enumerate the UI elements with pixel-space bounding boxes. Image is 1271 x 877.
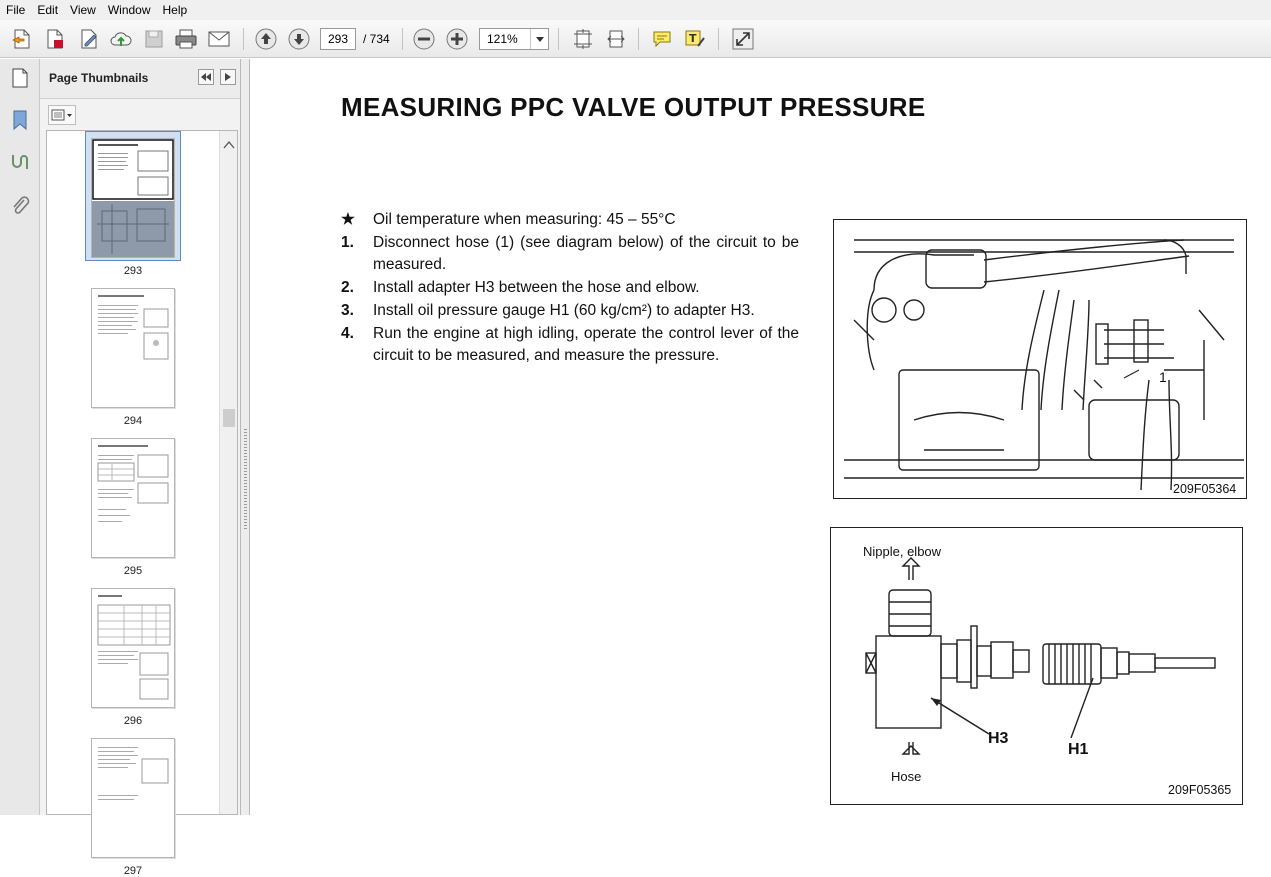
menu-view[interactable]: View bbox=[70, 3, 96, 17]
menu-edit[interactable]: Edit bbox=[37, 3, 59, 17]
step-marker: 4. bbox=[341, 325, 354, 342]
panel-splitter[interactable] bbox=[241, 59, 250, 815]
page-total-label: / 734 bbox=[363, 32, 390, 46]
navigation-pane-strip bbox=[0, 59, 40, 815]
thumbnail-page-296[interactable] bbox=[91, 588, 175, 708]
pages-panel-icon[interactable] bbox=[8, 65, 32, 91]
upload-cloud-icon[interactable] bbox=[108, 27, 134, 51]
expand-icon[interactable] bbox=[730, 27, 756, 51]
hose-label: Hose bbox=[891, 769, 922, 784]
comment-icon[interactable] bbox=[649, 27, 675, 51]
highlight-text-icon[interactable] bbox=[682, 27, 708, 51]
thumbnail-label: 293 bbox=[123, 265, 143, 277]
thumbnail-label: 296 bbox=[123, 715, 143, 727]
step-marker: 2. bbox=[341, 279, 354, 296]
zoom-value: 121% bbox=[487, 32, 518, 46]
thumbnail-page-293[interactable] bbox=[91, 138, 175, 258]
page-title: MEASURING PPC VALVE OUTPUT PRESSURE bbox=[341, 92, 926, 122]
next-page-icon[interactable] bbox=[286, 27, 312, 51]
document-page bbox=[251, 59, 1271, 815]
toolbar-separator bbox=[638, 28, 639, 50]
thumbnail-label: 295 bbox=[123, 565, 143, 577]
hose-line-drawing bbox=[834, 220, 1246, 498]
fit-width-icon[interactable] bbox=[603, 27, 629, 51]
toolbar-separator bbox=[718, 28, 719, 50]
print-icon[interactable] bbox=[173, 27, 199, 51]
adapter-line-drawing bbox=[831, 528, 1242, 804]
splitter-grip[interactable] bbox=[244, 429, 247, 529]
fit-page-icon[interactable] bbox=[570, 27, 596, 51]
step-marker: ★ bbox=[341, 211, 355, 228]
thumbnail-page-294[interactable] bbox=[91, 288, 175, 408]
step-marker: 1. bbox=[341, 234, 354, 251]
previous-page-icon[interactable] bbox=[253, 27, 279, 51]
panel-forward-icon[interactable] bbox=[220, 69, 236, 85]
figure1-code: 209F05364 bbox=[1173, 482, 1237, 496]
step-text: Install adapter H3 between the hose and elbow. bbox=[373, 279, 700, 296]
step-marker: 3. bbox=[341, 302, 354, 319]
thumbnail-list bbox=[46, 130, 238, 877]
page-number-input[interactable]: 293 bbox=[320, 28, 356, 50]
signatures-icon[interactable] bbox=[8, 149, 32, 175]
zoom-out-icon[interactable] bbox=[411, 27, 437, 51]
menu-bar bbox=[0, 0, 1271, 20]
save-icon[interactable] bbox=[141, 27, 167, 51]
scroll-up-icon[interactable] bbox=[224, 135, 234, 153]
panel-title: Page Thumbnails bbox=[49, 71, 149, 85]
collapse-panel-icon[interactable] bbox=[198, 69, 214, 85]
thumbnail-page-295[interactable] bbox=[91, 438, 175, 558]
toolbar-separator bbox=[243, 28, 244, 50]
zoom-select[interactable] bbox=[479, 28, 549, 50]
thumbnail-label: 297 bbox=[123, 865, 143, 877]
figure2-code: 209F05365 bbox=[1168, 783, 1232, 797]
chevron-down-icon[interactable] bbox=[530, 29, 548, 49]
page-thumbnails-panel bbox=[40, 59, 241, 877]
bookmarks-icon[interactable] bbox=[8, 107, 32, 133]
step-text: Oil temperature when measuring: 45 – 55°C bbox=[373, 211, 676, 228]
open-icon[interactable] bbox=[9, 27, 35, 51]
thumbnail-scrollbar[interactable] bbox=[219, 131, 237, 814]
figure-ppc-valve-hoses bbox=[833, 219, 1247, 499]
toolbar bbox=[0, 20, 1271, 58]
zoom-in-icon[interactable] bbox=[444, 27, 470, 51]
figure-callout-1: 1 bbox=[1159, 369, 1167, 385]
thumbnail-page-297[interactable] bbox=[91, 738, 175, 858]
svg-text:T: T bbox=[689, 32, 697, 45]
toolbar-separator bbox=[558, 28, 559, 50]
nipple-elbow-label: Nipple, elbow bbox=[863, 544, 942, 559]
h3-label: H3 bbox=[988, 730, 1009, 747]
up-arrow bbox=[903, 558, 919, 580]
menu-file[interactable]: File bbox=[6, 3, 26, 17]
panel-header bbox=[40, 59, 240, 99]
attachments-icon[interactable] bbox=[8, 193, 32, 219]
menu-help[interactable]: Help bbox=[162, 3, 188, 17]
email-icon[interactable] bbox=[206, 27, 232, 51]
menu-window[interactable]: Window bbox=[107, 3, 151, 17]
edit-document-icon[interactable] bbox=[76, 27, 102, 51]
create-pdf-icon[interactable] bbox=[42, 27, 68, 51]
thumbnail-label: 294 bbox=[123, 415, 143, 427]
step-text: Run the engine at high idling, operate the control lever of the circuit to be measured, and measure the pressure. bbox=[373, 325, 799, 364]
scrollbar-thumb[interactable] bbox=[223, 409, 235, 427]
step-text: Install oil pressure gauge H1 (60 kg/cm²) to adapter H3. bbox=[373, 302, 755, 319]
figure-adapter-diagram bbox=[830, 527, 1243, 805]
toolbar-separator bbox=[402, 28, 403, 50]
thumbnail-options-button[interactable] bbox=[48, 105, 76, 125]
step-text: Disconnect hose (1) (see diagram below) of the circuit to be measured. bbox=[373, 234, 799, 273]
h1-label: H1 bbox=[1068, 741, 1089, 758]
